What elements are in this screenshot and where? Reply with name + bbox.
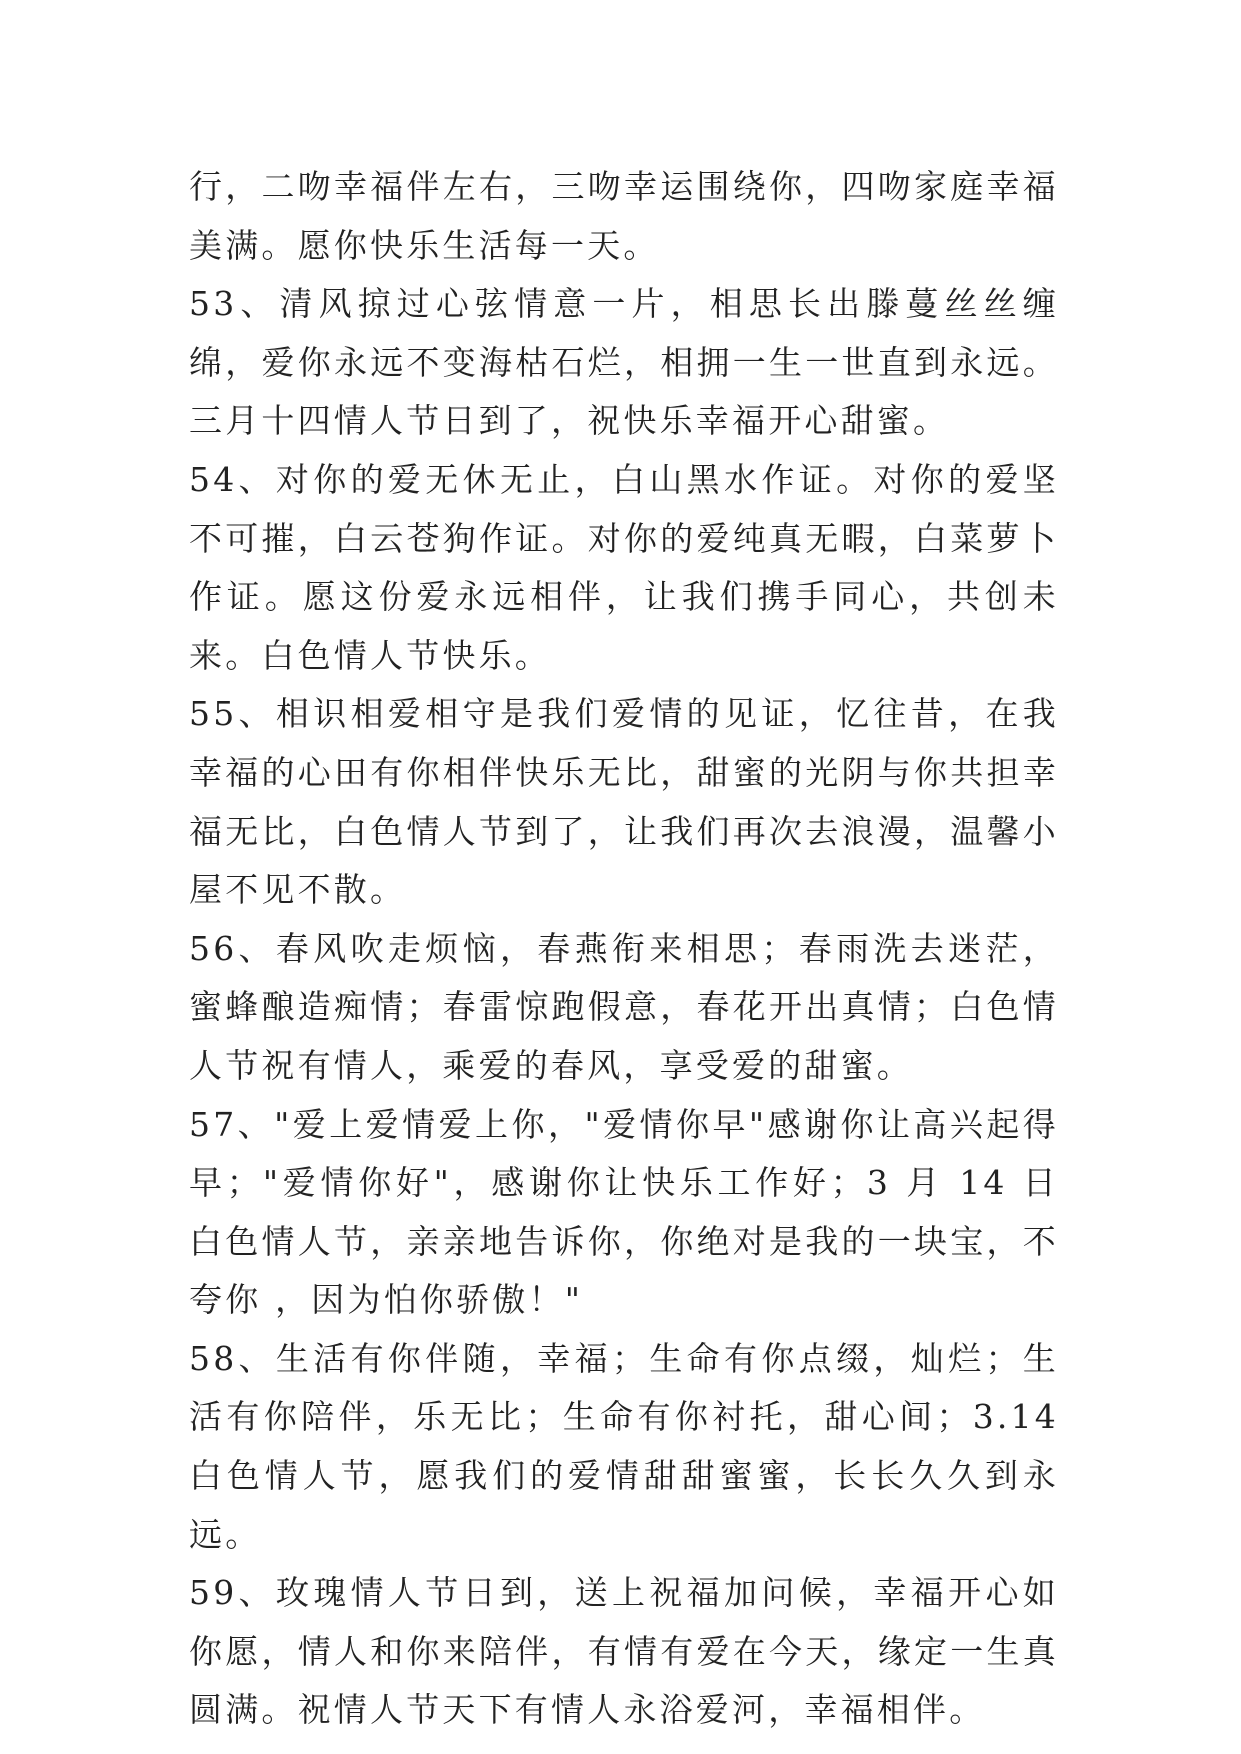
paragraph-57: 57、"爱上爱情爱上你，"爱情你早"感谢你让高兴起得早；"爱情你好"，感谢你让快乐工作好；3 月 14 日白色情人节，亲亲地告诉你，你绝对是我的一块宝，不夸你 ，因为怕你骄傲！" <box>189 1104 1059 1320</box>
paragraph-58: 58、生活有你伴随，幸福；生命有你点缀，灿烂；生活有你陪伴，乐无比；生命有你衬托，甜心间；3.14 白色情人节，愿我们的爱情甜甜蜜蜜，长长久久到永远。 <box>189 1338 1059 1554</box>
paragraph-54: 54、对你的爱无休无止，白山黑水作证。对你的爱坚不可摧，白云苍狗作证。对你的爱纯真无暇，白菜萝卜作证。愿这份爱永远相伴，让我们携手同心，共创未来。白色情人节快乐。 <box>189 459 1059 675</box>
paragraph-continuation: 行，二吻幸福伴左右，三吻幸运围绕你，四吻家庭幸福美满。愿你快乐生活每一天。 <box>189 167 1059 265</box>
paragraph-56: 56、春风吹走烦恼，春燕衔来相思；春雨洗去迷茫，蜜蜂酿造痴情；春雷惊跑假意，春花开出真情；白色情人节祝有情人，乘爱的春风，享受爱的甜蜜。 <box>189 928 1059 1085</box>
paragraph-53: 53、清风掠过心弦情意一片，相思长出滕蔓丝丝缠绵，爱你永远不变海枯石烂，相拥一生一世直到永远。三月十四情人节日到了，祝快乐幸福开心甜蜜。 <box>189 284 1059 441</box>
paragraph-55: 55、相识相爱相守是我们爱情的见证，忆往昔，在我幸福的心田有你相伴快乐无比，甜蜜的光阴与你共担幸福无比，白色情人节到了，让我们再次去浪漫，温馨小屋不见不散。 <box>189 694 1059 910</box>
document-body <box>189 158 1059 1740</box>
paragraph-59: 59、玫瑰情人节日到，送上祝福加问候，幸福开心如你愿，情人和你来陪伴，有情有爱在今天，缘定一生真圆满。祝情人节天下有情人永浴爱河，幸福相伴。 <box>189 1573 1059 1730</box>
